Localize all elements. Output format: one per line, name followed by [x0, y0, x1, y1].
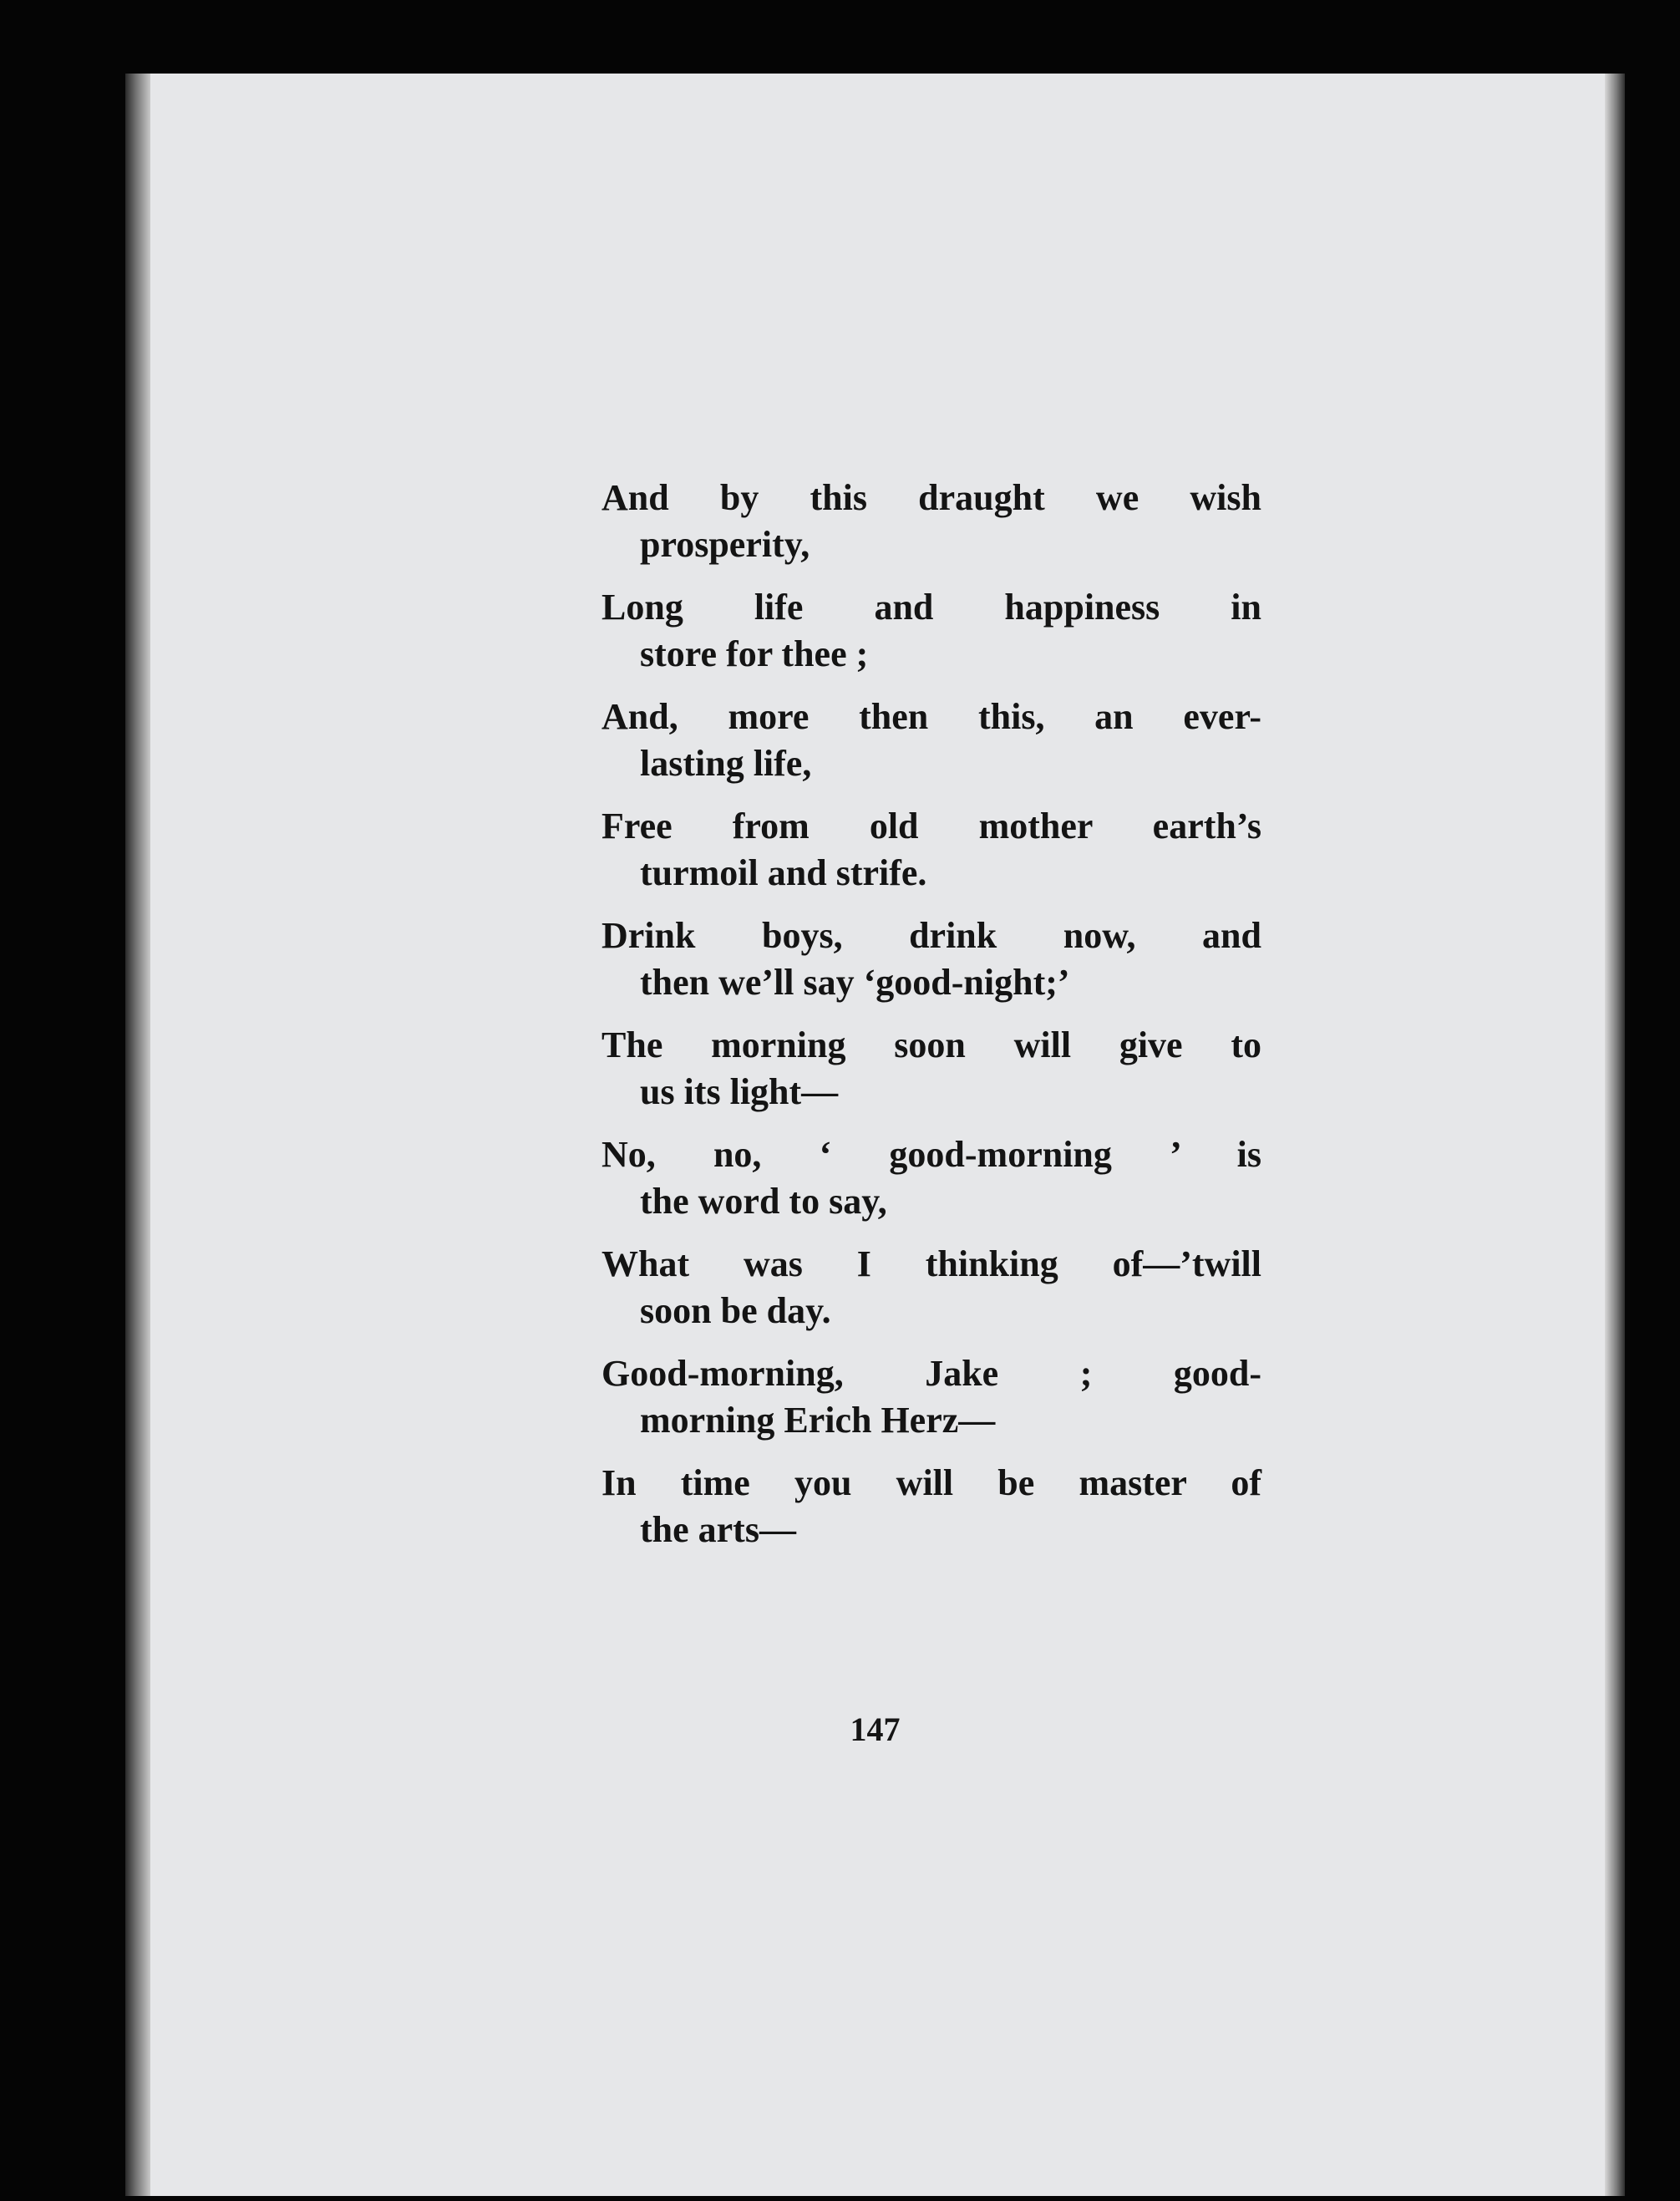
verse-line-continuation: store for thee ; [640, 633, 869, 674]
verse-line-continuation: prosperity, [640, 524, 810, 565]
verse-line [601, 1022, 1261, 1116]
verse-line-first: Long life and happiness in [601, 587, 1261, 628]
verse-line-continuation: us its light— [640, 1071, 839, 1112]
verse-line [601, 803, 1261, 897]
verse-line-first: No, no, ‘ good-morning ’ is [601, 1134, 1261, 1175]
verse-line [601, 475, 1261, 568]
verse-line-continuation: the arts— [640, 1509, 796, 1550]
verse-line-continuation: then we’ll say ‘good-night;’ [640, 962, 1070, 1003]
poem-text [601, 475, 1261, 1569]
verse-line [601, 1131, 1261, 1225]
verse-line-continuation: turmoil and strife. [640, 852, 927, 893]
page-number: 147 [850, 1710, 901, 1748]
verse-line-first: And, more then this, an ever- [601, 696, 1261, 737]
verse-line-first: Drink boys, drink now, and [601, 915, 1261, 956]
verse-line-continuation: soon be day. [640, 1290, 831, 1331]
page-binding-edge [125, 74, 150, 2196]
verse-line-first: Good-morning, Jake ; good- [601, 1353, 1261, 1394]
verse-line [601, 1460, 1261, 1553]
verse-line-continuation: lasting life, [640, 743, 812, 784]
verse-line-first: The morning soon will give to [601, 1024, 1261, 1065]
book-page [125, 74, 1625, 2196]
verse-line-first: In time you will be master of [601, 1462, 1261, 1503]
verse-line [601, 694, 1261, 787]
verse-line-continuation: the word to say, [640, 1181, 887, 1222]
verse-line-continuation: morning Erich Herz— [640, 1400, 996, 1441]
page-right-edge [1605, 74, 1625, 2196]
verse-line-first: And by this draught we wish [601, 477, 1261, 518]
verse-line [601, 912, 1261, 1006]
verse-line [601, 1350, 1261, 1444]
verse-line [601, 1241, 1261, 1334]
verse-line [601, 584, 1261, 678]
verse-line-first: Free from old mother earth’s [601, 806, 1261, 846]
verse-line-first: What was I thinking of—’twill [601, 1243, 1261, 1284]
